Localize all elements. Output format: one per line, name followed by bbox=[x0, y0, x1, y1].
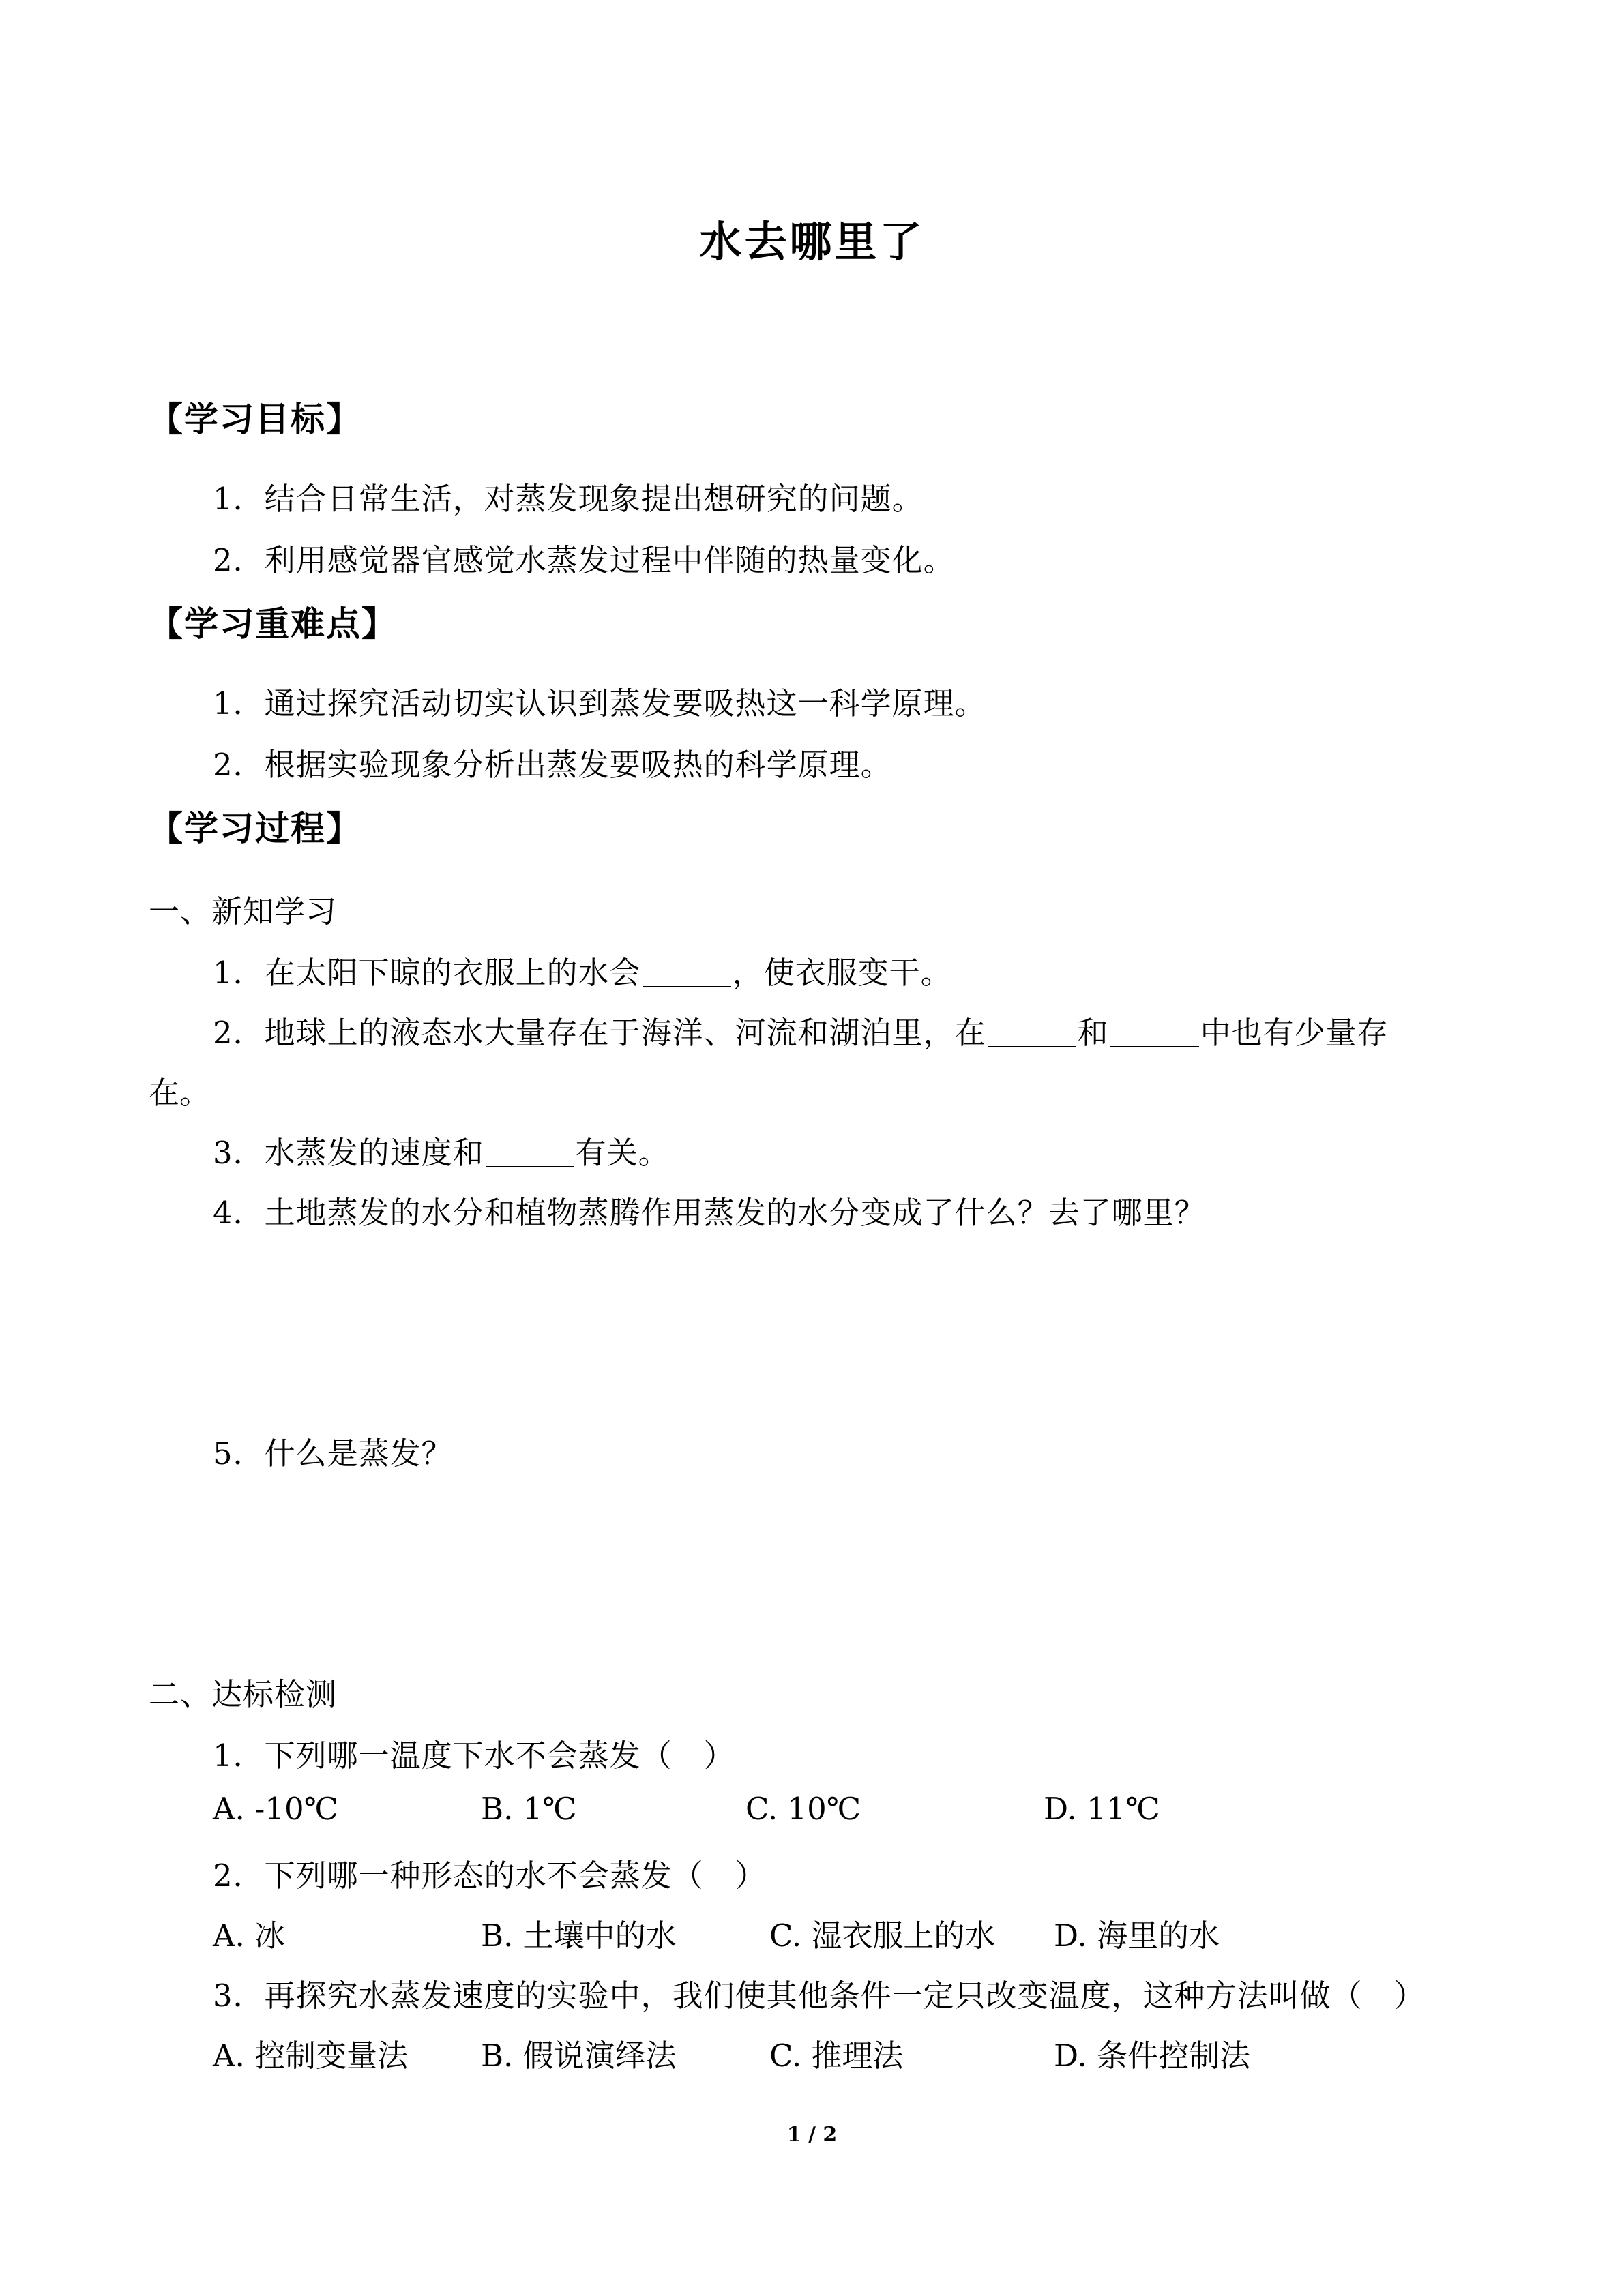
fill-blank[interactable] bbox=[988, 1015, 1076, 1047]
fill-blank[interactable] bbox=[486, 1135, 574, 1167]
question-1-5: 5．什么是蒸发？ bbox=[213, 1435, 453, 1472]
option-d[interactable]: D. 11℃ bbox=[1044, 1791, 1160, 1827]
question-text: ，使衣服变干。 bbox=[732, 955, 952, 991]
question-text: 1．在太阳下晾的衣服上的水会 bbox=[213, 955, 641, 991]
option-a[interactable]: A. 控制变量法 bbox=[213, 2038, 409, 2074]
question-2-3: 3．再探究水蒸发速度的实验中，我们使其他条件一定只改变温度，这种方法叫做（ ） bbox=[213, 1978, 1426, 2014]
option-c[interactable]: C. 10℃ bbox=[745, 1791, 861, 1827]
question-text: 2．地球上的液态水大量存在于海洋、河流和湖泊里，在 bbox=[213, 1015, 986, 1051]
key-point-item-1: 1．通过探究活动切实认识到蒸发要吸热这一科学原理。 bbox=[213, 685, 986, 721]
page-number: 1 / 2 bbox=[786, 2123, 838, 2147]
question-1-1 bbox=[213, 948, 952, 992]
question-2-1: 1．下列哪一温度下水不会蒸发（ ） bbox=[213, 1738, 735, 1774]
option-a[interactable]: A. 冰 bbox=[213, 1918, 286, 1954]
question-1-2-continuation: 在。 bbox=[149, 1075, 211, 1111]
section-title-new-knowledge: 一、新知学习 bbox=[149, 893, 338, 929]
objective-item-2: 2．利用感觉器官感觉水蒸发过程中伴随的热量变化。 bbox=[213, 542, 955, 578]
question-1-3 bbox=[213, 1128, 670, 1172]
question-2-2: 2．下列哪一种形态的水不会蒸发（ ） bbox=[213, 1858, 767, 1894]
heading-key-points: 【学习重难点】 bbox=[149, 604, 397, 644]
question-text: 和 bbox=[1077, 1015, 1109, 1051]
option-b[interactable]: B. 1℃ bbox=[481, 1791, 577, 1827]
question-text: 有关。 bbox=[575, 1135, 670, 1171]
heading-objectives: 【学习目标】 bbox=[149, 400, 361, 439]
key-point-item-2: 2．根据实验现象分析出蒸发要吸热的科学原理。 bbox=[213, 747, 892, 783]
question-text: 中也有少量存 bbox=[1200, 1015, 1389, 1051]
option-c[interactable]: C. 湿衣服上的水 bbox=[769, 1918, 996, 1954]
option-b[interactable]: B. 土壤中的水 bbox=[481, 1918, 677, 1954]
page-title: 水去哪里了 bbox=[699, 217, 925, 267]
heading-process: 【学习过程】 bbox=[149, 809, 361, 848]
objective-item-1: 1．结合日常生活，对蒸发现象提出想研究的问题。 bbox=[213, 481, 924, 517]
question-1-2 bbox=[213, 1008, 1389, 1052]
option-d[interactable]: D. 海里的水 bbox=[1054, 1918, 1220, 1954]
fill-blank[interactable] bbox=[1110, 1015, 1199, 1047]
question-text: 3．水蒸发的速度和 bbox=[213, 1135, 484, 1171]
option-c[interactable]: C. 推理法 bbox=[769, 2038, 904, 2074]
question-1-4: 4．土地蒸发的水分和植物蒸腾作用蒸发的水分变成了什么？去了哪里？ bbox=[213, 1195, 1206, 1231]
fill-blank[interactable] bbox=[643, 955, 731, 987]
section-title-assessment: 二、达标检测 bbox=[149, 1676, 338, 1712]
option-d[interactable]: D. 条件控制法 bbox=[1054, 2038, 1251, 2074]
option-a[interactable]: A. -10℃ bbox=[213, 1791, 338, 1827]
option-b[interactable]: B. 假说演绎法 bbox=[481, 2038, 677, 2074]
